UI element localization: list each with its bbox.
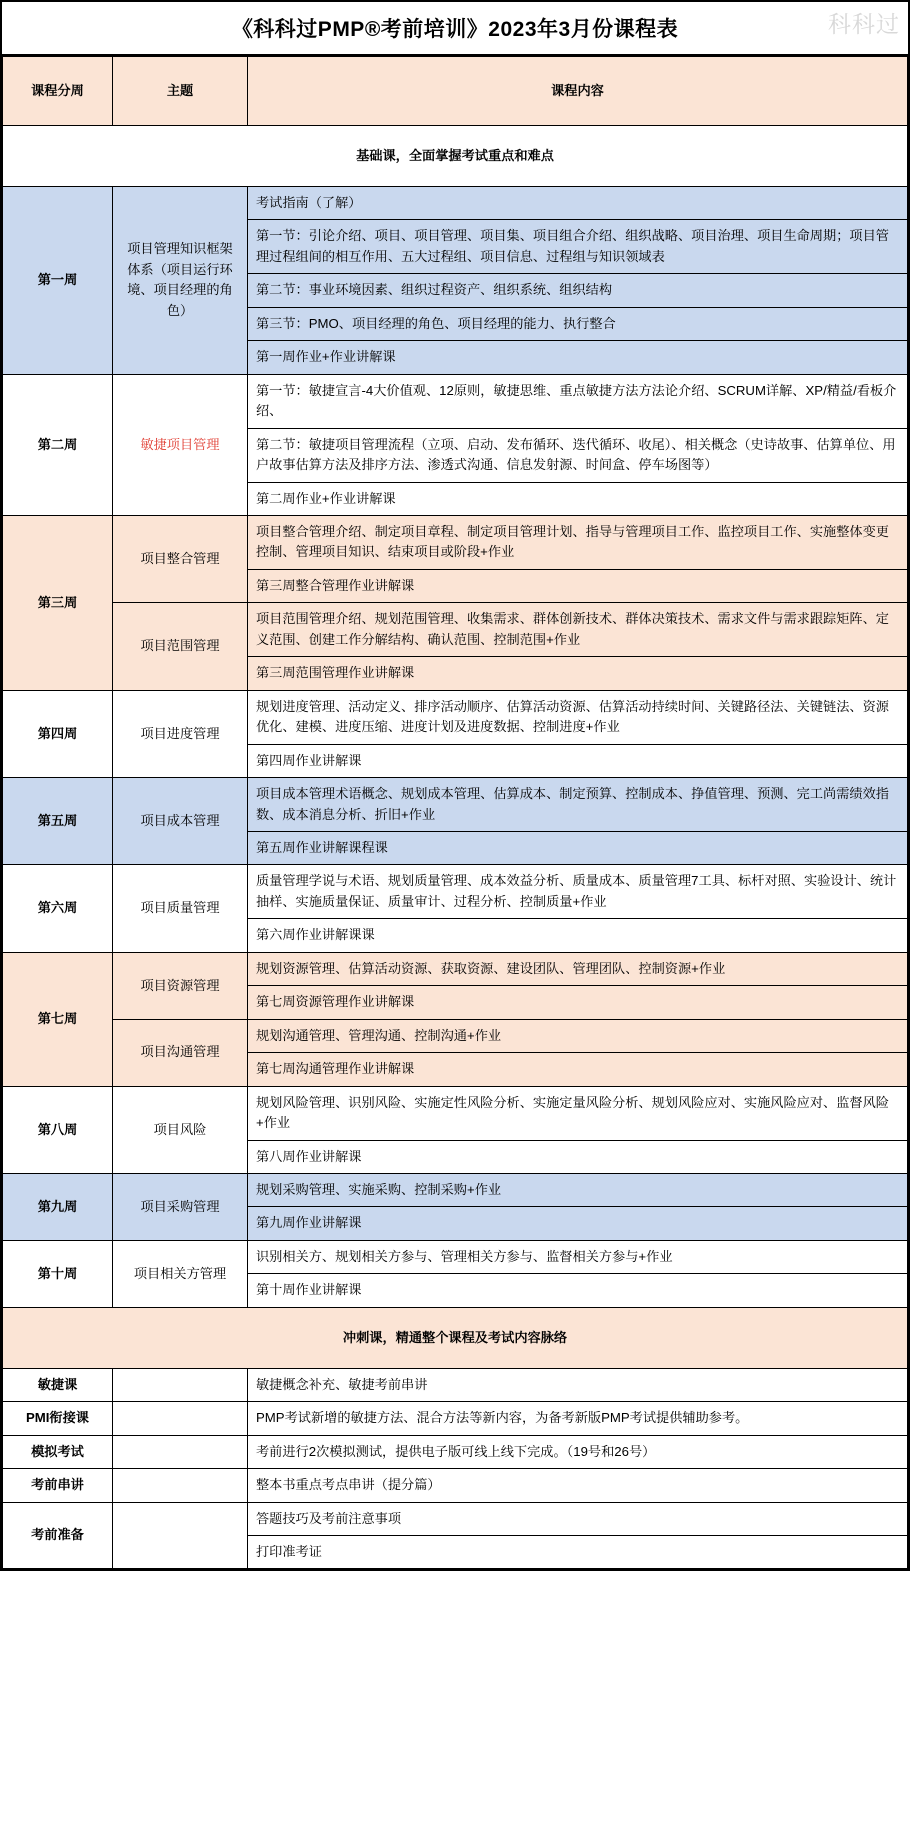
content-cell: 第九周作业讲解课 [248, 1207, 908, 1240]
sprint-topic-blank [113, 1435, 248, 1468]
content-cell: 项目成本管理术语概念、规划成本管理、估算成本、制定预算、控制成本、挣值管理、预测、完工尚需绩效指数、成本消息分析、折旧+作业 [248, 778, 908, 832]
content-cell: 考试指南（了解） [248, 187, 908, 220]
week-label: 第九周 [3, 1173, 113, 1240]
content-cell: 第八周作业讲解课 [248, 1140, 908, 1173]
week-label: 第五周 [3, 778, 113, 865]
sprint-label: PMI衔接课 [3, 1402, 113, 1435]
table-row [3, 1402, 908, 1435]
content-cell: 识别相关方、规划相关方参与、管理相关方参与、监督相关方参与+作业 [248, 1240, 908, 1273]
content-cell: 考前进行2次模拟测试，提供电子版可线上线下完成。（19号和26号） [248, 1435, 908, 1468]
topic-label: 敏捷项目管理 [113, 374, 248, 515]
content-cell: PMP考试新增的敏捷方法、混合方法等新内容，为备考新版PMP考试提供辅助参考。 [248, 1402, 908, 1435]
table-row [3, 1469, 908, 1502]
topic-label: 项目成本管理 [113, 778, 248, 865]
table-row [3, 1240, 908, 1273]
week-label: 第三周 [3, 515, 113, 690]
content-cell: 敏捷概念补充、敏捷考前串讲 [248, 1368, 908, 1401]
topic-label: 项目进度管理 [113, 690, 248, 777]
table-header-row [3, 57, 908, 126]
content-cell: 第四周作业讲解课 [248, 744, 908, 777]
title-bar [2, 2, 908, 56]
section-banner-sprint-row [3, 1307, 908, 1368]
table-row [3, 603, 908, 657]
content-cell: 规划进度管理、活动定义、排序活动顺序、估算活动资源、估算活动持续时间、关键路径法、关键链法、资源优化、建模、进度压缩、进度计划及进度数据、控制进度+作业 [248, 690, 908, 744]
table-row [3, 1086, 908, 1140]
content-cell: 规划资源管理、估算活动资源、获取资源、建设团队、管理团队、控制资源+作业 [248, 952, 908, 985]
week-label: 第八周 [3, 1086, 113, 1173]
content-cell: 打印准考证 [248, 1536, 908, 1569]
topic-label: 项目资源管理 [113, 952, 248, 1019]
section-banner-basic-row [3, 126, 908, 187]
table-row [3, 1019, 908, 1052]
content-cell: 整本书重点考点串讲（提分篇） [248, 1469, 908, 1502]
column-header-content: 课程内容 [248, 57, 908, 126]
week-label: 第十周 [3, 1240, 113, 1307]
schedule-table [2, 56, 908, 1569]
content-cell: 第七周沟通管理作业讲解课 [248, 1053, 908, 1086]
sprint-topic-blank [113, 1502, 248, 1569]
content-cell: 项目范围管理介绍、规划范围管理、收集需求、群体创新技术、群体决策技术、需求文件与需求跟踪矩阵、定义范围、创建工作分解结构、确认范围、控制范围+作业 [248, 603, 908, 657]
content-cell: 规划采购管理、实施采购、控制采购+作业 [248, 1173, 908, 1206]
column-header-topic: 主题 [113, 57, 248, 126]
column-header-week: 课程分周 [3, 57, 113, 126]
table-row [3, 374, 908, 428]
content-cell: 第二节：敏捷项目管理流程（立项、启动、发布循环、迭代循环、收尾）、相关概念（史诗故事、估算单位、用户故事估算方法及排序方法、渗透式沟通、信息发射源、时间盒、停车场图等） [248, 428, 908, 482]
week-label: 第一周 [3, 187, 113, 375]
content-cell: 第十周作业讲解课 [248, 1274, 908, 1307]
week-label: 第六周 [3, 865, 113, 952]
week-label: 第二周 [3, 374, 113, 515]
table-row [3, 778, 908, 832]
content-cell: 第三周整合管理作业讲解课 [248, 569, 908, 602]
content-cell: 第六周作业讲解课课 [248, 919, 908, 952]
week-label: 第四周 [3, 690, 113, 777]
watermark-logo: 科科过 [828, 11, 900, 37]
sprint-label: 考前准备 [3, 1502, 113, 1569]
table-row [3, 865, 908, 919]
sprint-label: 模拟考试 [3, 1435, 113, 1468]
content-cell: 第三周范围管理作业讲解课 [248, 657, 908, 690]
content-cell: 规划风险管理、识别风险、实施定性风险分析、实施定量风险分析、规划风险应对、实施风险应对、监督风险+作业 [248, 1086, 908, 1140]
content-cell: 规划沟通管理、管理沟通、控制沟通+作业 [248, 1019, 908, 1052]
content-cell: 第二节：事业环境因素、组织过程资产、组织系统、组织结构 [248, 274, 908, 307]
topic-label: 项目风险 [113, 1086, 248, 1173]
table-row [3, 952, 908, 985]
content-cell: 第七周资源管理作业讲解课 [248, 986, 908, 1019]
table-row [3, 690, 908, 744]
schedule-table-body [3, 57, 908, 1569]
topic-label: 项目整合管理 [113, 515, 248, 602]
content-cell: 第三节：PMO、项目经理的角色、项目经理的能力、执行整合 [248, 307, 908, 340]
topic-label: 项目沟通管理 [113, 1019, 248, 1086]
content-cell: 第五周作业讲解课程课 [248, 831, 908, 864]
content-cell: 第二周作业+作业讲解课 [248, 482, 908, 515]
section-banner-sprint: 冲刺课，精通整个课程及考试内容脉络 [3, 1307, 908, 1368]
content-cell: 第一周作业+作业讲解课 [248, 341, 908, 374]
table-row [3, 1502, 908, 1535]
content-cell: 答题技巧及考前注意事项 [248, 1502, 908, 1535]
topic-label: 项目范围管理 [113, 603, 248, 690]
table-row [3, 187, 908, 220]
topic-label: 项目质量管理 [113, 865, 248, 952]
table-row [3, 1368, 908, 1401]
content-cell: 第一节：敏捷宣言-4大价值观、12原则，敏捷思维、重点敏捷方法方法论介绍、SCRUM详解、XP/精益/看板介绍、 [248, 374, 908, 428]
table-row [3, 1173, 908, 1206]
section-banner-basic: 基础课，全面掌握考试重点和难点 [3, 126, 908, 187]
content-cell: 第一节：引论介绍、项目、项目管理、项目集、项目组合介绍、组织战略、项目治理、项目生命周期；项目管理过程组间的相互作用、五大过程组、项目信息、过程组与知识领域表 [248, 220, 908, 274]
topic-label: 项目采购管理 [113, 1173, 248, 1240]
sprint-topic-blank [113, 1368, 248, 1401]
topic-label: 项目相关方管理 [113, 1240, 248, 1307]
sprint-topic-blank [113, 1402, 248, 1435]
topic-label: 项目管理知识框架体系（项目运行环境、项目经理的角色） [113, 187, 248, 375]
table-row [3, 515, 908, 569]
table-row [3, 1435, 908, 1468]
sprint-label: 考前串讲 [3, 1469, 113, 1502]
page-title: 《科科过PMP®考前培训》2023年3月份课程表 [231, 18, 679, 41]
sprint-label: 敏捷课 [3, 1368, 113, 1401]
content-cell: 项目整合管理介绍、制定项目章程、制定项目管理计划、指导与管理项目工作、监控项目工作、实施整体变更控制、管理项目知识、结束项目或阶段+作业 [248, 515, 908, 569]
sprint-topic-blank [113, 1469, 248, 1502]
content-cell: 质量管理学说与术语、规划质量管理、成本效益分析、质量成本、质量管理7工具、标杆对照、实验设计、统计抽样、实施质量保证、质量审计、过程分析、控制质量+作业 [248, 865, 908, 919]
week-label: 第七周 [3, 952, 113, 1086]
